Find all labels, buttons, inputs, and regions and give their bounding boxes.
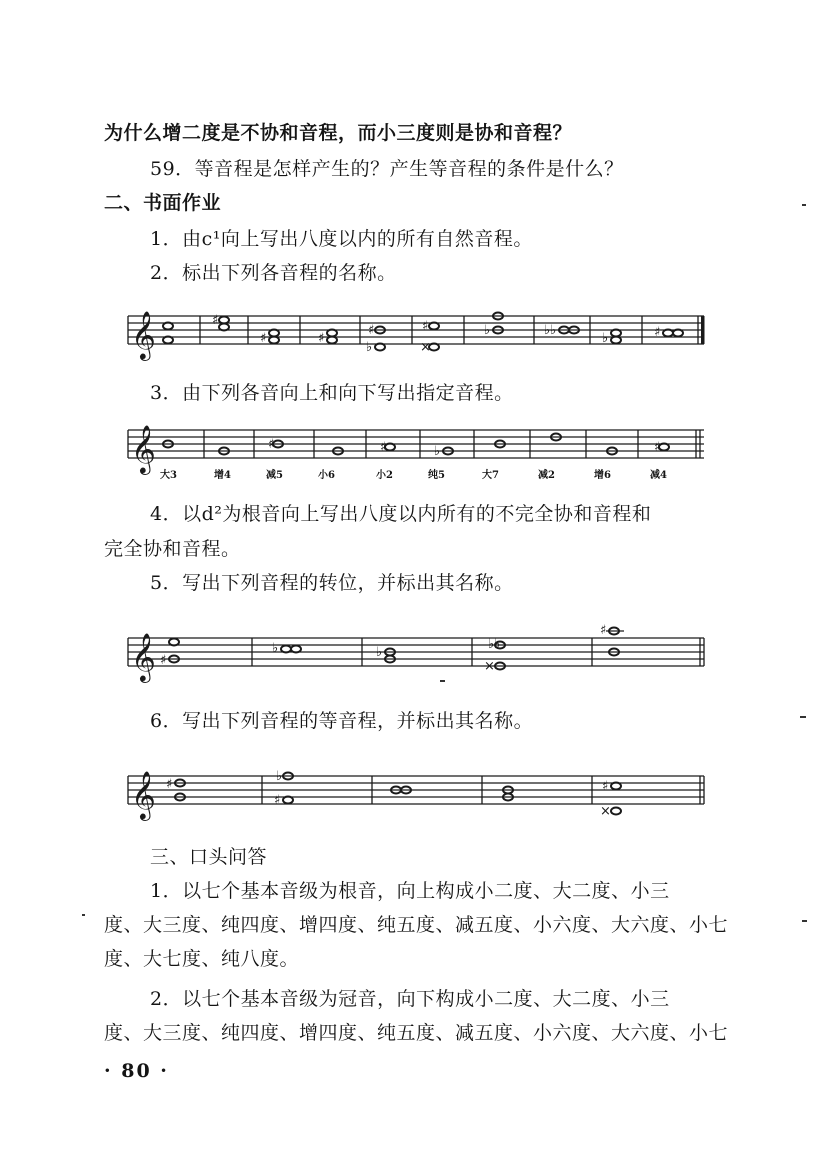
question-59: 59．等音程是怎样产生的？产生等音程的条件是什么？ [150,158,624,180]
svg-text:♭: ♭ [366,340,373,355]
svg-text:♯: ♯ [654,325,661,340]
exercise-1: 1．由c¹向上写出八度以内的所有自然音程。 [150,228,533,250]
interval-label: 减4 [650,470,667,481]
interval-label: 增4 [214,470,231,481]
scan-speck [800,716,806,718]
interval-label: 大3 [160,470,177,481]
svg-text:𝄞: 𝄞 [131,424,156,473]
svg-text:♯: ♯ [160,653,167,668]
scan-speck [802,920,807,922]
oral-1-line-3: 度、大七度、纯八度。 [104,948,300,970]
svg-text:𝄞: 𝄞 [131,310,156,359]
svg-text:♭: ♭ [376,645,383,660]
music-staff-1 [128,302,708,362]
staff-1-notation [128,302,708,362]
exercise-2: 2．标出下列各音程的名称。 [150,262,397,284]
svg-text:♭: ♭ [434,444,441,459]
svg-text:×: × [484,659,495,674]
interval-label: 纯5 [428,470,445,481]
staff-2-interval-labels [160,466,720,480]
svg-text:♯: ♯ [212,313,219,328]
svg-text:♯: ♯ [602,779,609,794]
oral-2-line-1: 2．以七个基本音级为冠音，向下构成小二度、大二度、小三 [150,988,670,1010]
svg-text:♯: ♯ [274,793,281,808]
svg-text:♯: ♯ [260,331,267,346]
music-staff-2 [128,418,708,481]
exercise-3: 3．由下列各音向上和向下写出指定音程。 [150,382,514,404]
svg-text:♭: ♭ [276,769,283,784]
exercise-5: 5．写出下列音程的转位，并标出其名称。 [150,572,514,594]
scan-speck [82,914,85,916]
svg-text:♯: ♯ [422,319,429,334]
oral-1-line-1: 1．以七个基本音级为根音，向上构成小二度、大二度、小三 [150,880,670,902]
svg-text:×: × [420,340,431,355]
section-heading-written: 二、书面作业 [104,192,222,214]
scan-speck [802,204,806,206]
svg-text:♯: ♯ [380,440,387,455]
text-line-1: 为什么增二度是不协和音程，而小三度则是协和音程？ [104,122,573,144]
interval-label: 大7 [482,470,499,481]
svg-text:♯: ♯ [600,623,607,638]
svg-text:𝄞: 𝄞 [131,632,156,681]
page-number: · 80 · [104,1060,169,1082]
interval-label: 减2 [538,470,555,481]
staff-4-notation [128,758,708,818]
oral-1-line-2: 度、大三度、纯四度、增四度、纯五度、减五度、小六度、大六度、小七 [104,914,729,936]
scan-speck [440,680,445,682]
interval-label: 小6 [318,470,335,481]
svg-text:♯: ♯ [368,323,375,338]
exercise-4-line-1: 4．以d²为根音向上写出八度以内所有的不完全协和音程和 [150,503,652,525]
svg-text:♭: ♭ [484,323,491,338]
interval-label: 增6 [594,470,611,481]
svg-text:×: × [600,804,611,819]
svg-text:♭: ♭ [272,641,279,656]
section-heading-oral: 三、口头问答 [150,846,268,868]
interval-label: 减5 [266,470,283,481]
svg-text:𝄞: 𝄞 [131,770,156,819]
svg-text:♯: ♯ [268,437,275,452]
svg-text:♭: ♭ [602,331,609,346]
svg-text:♯: ♯ [318,331,325,346]
music-staff-3 [128,618,708,681]
exercise-6: 6．写出下列音程的等音程，并标出其名称。 [150,710,534,732]
interval-label: 小2 [376,470,393,481]
svg-text:♯: ♯ [166,777,173,792]
oral-2-line-2: 度、大三度、纯四度、增四度、纯五度、减五度、小六度、大六度、小七 [104,1022,729,1044]
svg-text:♭♭: ♭♭ [488,637,501,652]
music-staff-4 [128,758,708,818]
exercise-4-line-2: 完全协和音程。 [104,538,241,560]
svg-text:♯: ♯ [654,440,661,455]
svg-text:♭♭: ♭♭ [544,323,557,338]
staff-3-notation [128,618,708,681]
